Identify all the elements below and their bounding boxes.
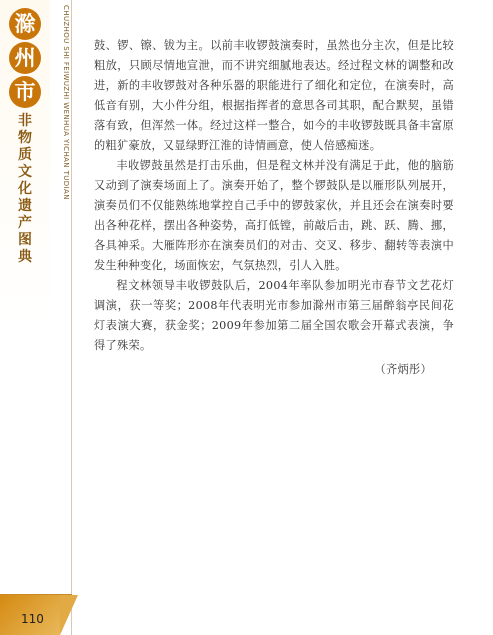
subtitle-char: 图 (18, 232, 32, 248)
margin-divider (71, 0, 72, 635)
book-title (4, 8, 46, 266)
article-body (94, 36, 454, 380)
book-subtitle (18, 113, 32, 266)
title-char: 州 (9, 42, 41, 74)
paragraph: 程文林领导丰收锣鼓队后，2004年率队参加明光市春节文艺花灯调演，获一等奖；2008年代表明光市参加滁州市第三届醉翁亭民间花灯表演大赛，获金奖；2009年参加第二届全国农歌会开幕式表演，争得了殊荣。 (94, 279, 454, 352)
subtitle-char: 非 (18, 113, 32, 129)
author-credit: （齐炳彤） (374, 363, 432, 376)
sidebar (0, 0, 50, 595)
pinyin-text: CHUZHOU SHI FEIWUZHI WENHUA YICHAN TUDIAN (62, 5, 70, 200)
paragraph: 鼓、锣、镲、钹为主。以前丰收锣鼓演奏时，虽然也分主次，但是比较粗放，只顾尽情地宣泄，而不讲究细腻地表达。经过程文林的调整和改进，新的丰收锣鼓对各种乐器的职能进行了细化和定位，在演奏时，高低音有别，大小件分组，根据指挥者的意思各司其职，配合默契，虽错落有致，但浑然一体。经过这样一整合，如今的丰收锣鼓既具备丰富原的粗犷豪放，又显绿野江淮的诗情画意，使人倍感痴迷。 (94, 39, 454, 152)
title-char: 市 (9, 76, 41, 108)
title-char: 滁 (9, 8, 41, 40)
paragraph: 丰收锣鼓虽然是打击乐曲，但是程文林并没有满足于此，他的脑筋又动到了演奏场面上了。演奏开始了，整个锣鼓队是以雁形队列展开，演奏员们不仅能熟练地掌控自己手中的锣鼓家伙，并且还会在演奏时要出各种花样，摆出各种姿势，高打低镗，前敲后击，跳、跃、腾、挪，各具神采。大雁阵形亦在演奏员们的对击、交叉、移步、翻转等表演中发生种种变化，场面恢宏，气氛热烈，引人入胜。 (94, 159, 454, 272)
subtitle-char: 质 (18, 147, 32, 163)
subtitle-char: 化 (18, 181, 32, 197)
subtitle-char: 产 (18, 215, 32, 231)
subtitle-char: 遗 (18, 198, 32, 214)
subtitle-char: 文 (18, 164, 32, 180)
subtitle-char: 物 (18, 130, 32, 146)
page-number: 110 (21, 612, 44, 626)
subtitle-char: 典 (18, 249, 32, 265)
